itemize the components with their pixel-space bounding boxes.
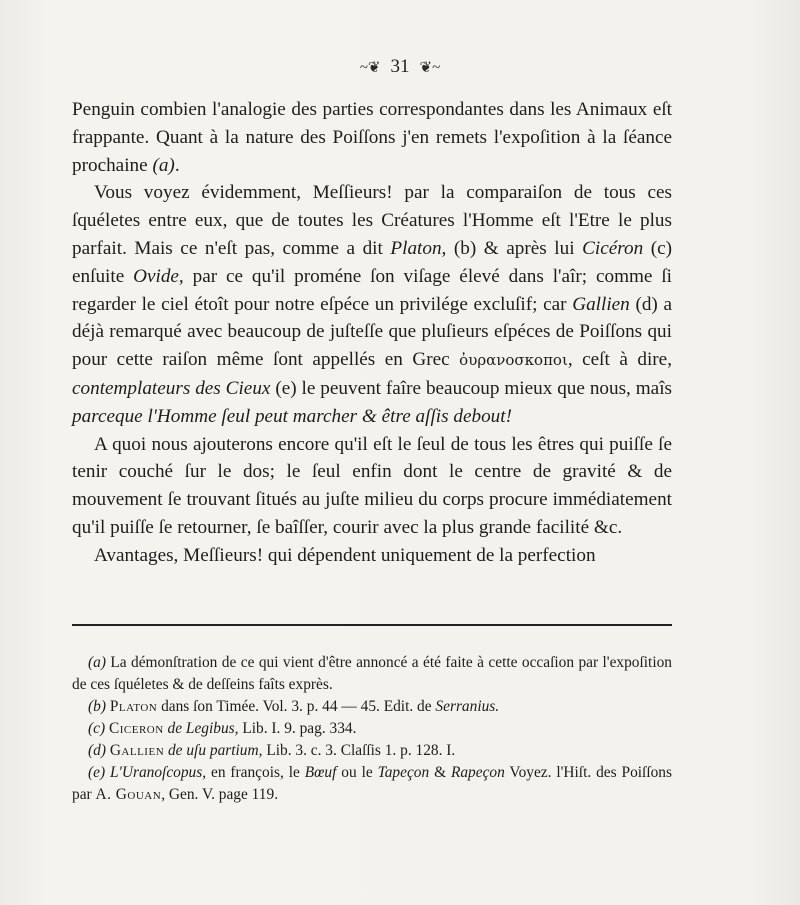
page-number: 31 xyxy=(390,56,410,77)
footnote-italic: de uſu partium, xyxy=(164,742,263,759)
italic-name-ciceron: Cicéron xyxy=(582,237,644,259)
left-ornament-icon: ~❦ xyxy=(359,59,381,76)
italic-phrase: parceque l'Homme ſeul peut marcher & être aſſis debout! xyxy=(72,405,512,427)
footnote-a xyxy=(72,652,672,696)
text-run: (b) & après lui xyxy=(446,237,583,259)
footnote-italic: Bœuf xyxy=(304,764,337,781)
footnote-text: Lib. 3. c. 3. Claſſis 1. p. 128. I. xyxy=(262,742,456,759)
main-text xyxy=(72,96,672,570)
footnote-italic: de Legibus, xyxy=(163,720,239,737)
footnote-divider xyxy=(72,624,672,626)
author-name: A. Gouan xyxy=(95,786,162,803)
italic-name-platon: Platon, xyxy=(390,237,447,259)
paragraph-1 xyxy=(72,96,672,179)
footnote-c xyxy=(72,718,672,740)
footnote-text: & xyxy=(429,764,451,781)
page-header xyxy=(0,56,800,78)
right-ornament-icon: ❦~ xyxy=(419,59,441,76)
footnote-text: , en françois, le xyxy=(202,764,305,781)
footnote-e xyxy=(72,762,672,806)
greek-word: ὀυρανοσκοποι xyxy=(459,351,568,370)
italic-phrase: contemplateurs des Cieux xyxy=(72,377,271,399)
footnote-text: dans ſon Timée. Vol. 3. p. 44 — 45. Edit. de xyxy=(157,698,436,715)
footnote-d xyxy=(72,740,672,762)
text-run: (c) enſuite xyxy=(72,237,672,287)
italic-name-ovide: Ovide, xyxy=(133,265,184,287)
author-name: Platon xyxy=(109,698,158,715)
footnote-text: ou le xyxy=(336,764,378,781)
footnote-mark: (d) xyxy=(88,742,106,759)
text-run: (d) a déjà remarqué avec beaucoup de juſteſſe que pluſieurs eſpéces de Poiſſons qui pour cette raiſon même ſont appellés en Grec xyxy=(72,293,673,371)
italic-name-gallien: Gallien xyxy=(572,293,630,315)
paragraph-3: A quoi nous ajouterons encore qu'il eſt le ſeul de tous les êtres qui puiſſe ſe tenir couché ſur le dos; le ſeul enfin dont le centre de gravité & de mouvement ſe trouvant ſitués au juſte milieu du corps procure immédiatement qu'il puiſſe ſe retourner, ſe baîſſer, courir avec la plus grande facilité &c. xyxy=(72,433,672,538)
text-run: Vous voyez évidemment, Meſſieurs! par la comparaiſon de tous ces ſquéletes entre eux, que de toutes les Créatures l'Homme eſt l'Etre le plus parfait. Mais ce n'eſt pas, comme a dit xyxy=(72,182,672,259)
footnote-mark: (e) xyxy=(88,764,106,781)
footnote-mark: (a) xyxy=(88,654,106,671)
footnote-text: La démonſtration de ce qui vient d'être annoncé a été faite à cette occaſion par l'expoſition de ces ſquéletes & de deſſeins faîts exprès. xyxy=(72,654,672,693)
footnote-italic: Tapeçon xyxy=(377,764,430,781)
footnote-b xyxy=(72,696,672,718)
footnotes xyxy=(72,652,672,806)
paragraph-2 xyxy=(72,179,672,430)
footnote-mark: (b) xyxy=(88,698,106,715)
footnote-italic: L'Uranoſcopus xyxy=(110,764,203,781)
footnote-mark: (c) xyxy=(88,720,106,737)
footnote-text: Voyez. l'Hiſt. des Poiſſons par xyxy=(72,764,672,803)
text-run: par ce qu'il proméne ſon viſage élevé dans l'aîr; comme ſi regarder le ciel étoît pour notre eſpéce un privilége excluſif; car xyxy=(72,265,672,315)
text-run: , ceſt à dire, xyxy=(567,349,672,371)
footnote-italic: Rapeçon xyxy=(450,764,505,781)
author-name: Gallien xyxy=(109,742,165,759)
text-run: (e) le peuvent faîre beaucoup mieux que nous, maîs xyxy=(270,377,672,399)
footnote-italic: Serranius. xyxy=(435,698,500,715)
author-name: Ciceron xyxy=(108,720,164,737)
text-run: . xyxy=(174,154,180,176)
paragraph-4: Avantages, Meſſieurs! qui dépendent uniquement de la perfection xyxy=(94,544,596,566)
footnote-text: Lib. I. 9. pag. 334. xyxy=(238,720,357,737)
footnote-text: , Gen. V. page 119. xyxy=(161,786,279,803)
footnote-ref-a: (a) xyxy=(152,154,175,176)
text-run: Penguin combien l'analogie des parties correspondantes dans les Animaux eſt frappante. Quant à la nature des Poiſſons j'en remets l'expoſition à la ſéance prochaine xyxy=(72,99,672,176)
